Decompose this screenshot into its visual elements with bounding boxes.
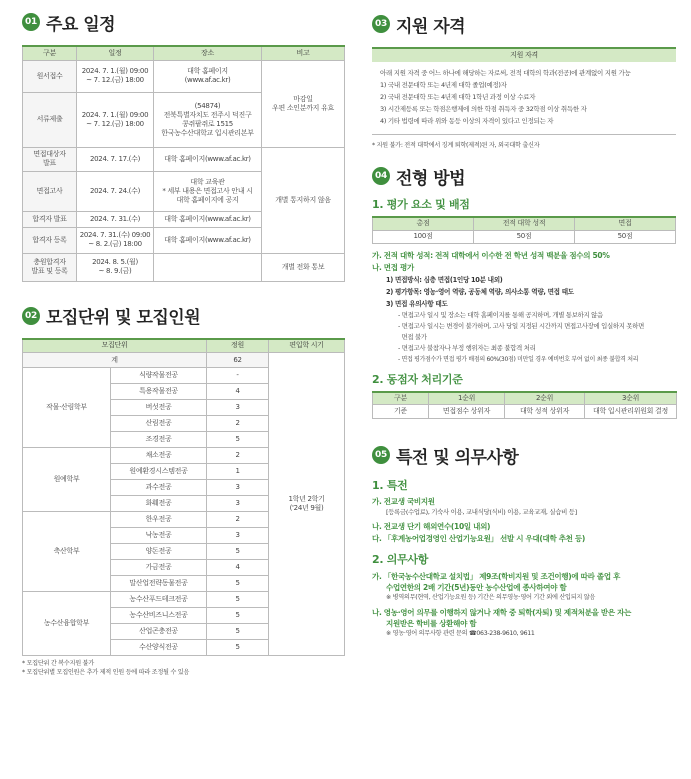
schedule-cell: 합격자 등록 [23,227,77,253]
interview-notice: 면접 불가 [398,332,427,341]
section-05-header [372,443,676,467]
schedule-cell: 2024. 7. 31.(수) 09:00 ~ 8. 2.(금) 18:00 [77,227,154,253]
schedule-cell: 2024. 7. 1.(월) 09:00 ~ 7. 12.(금) 18:00 [77,60,154,92]
qualification-item: 3) 시간제등록 또는 학점은행제에 의한 학점 취득자 중 32학점 이상 취득한 자 [380,105,587,113]
interview-notice: - 면접고사 불참자나 부정 행위자는 최종 불합격 처리 [398,343,536,352]
recruit-quota: 5 [207,544,269,560]
recruit-major: 말산업전략동물전공 [111,576,207,592]
schedule-cell: 충원합격자 발표 및 등록 [23,253,77,281]
schedule-row [23,253,345,281]
recruit-major: 버섯전공 [111,400,207,416]
section-01-number: 01 [22,13,40,31]
eval-subheading: 1. 평가 요소 및 배점 [372,198,470,211]
recruit-major: 식량작물전공 [111,368,207,384]
recruit-quota: 3 [207,528,269,544]
duty-item: 지원받은 학비를 상환해야 함 [386,619,477,628]
eval-item-interview: 나. 면접 평가 [372,262,414,272]
tiebreak-table [372,391,677,420]
tiebreak-cell: 면접점수 상위자 [429,405,505,419]
recruit-major: 화훼전공 [111,496,207,512]
schedule-cell: 원서접수 [23,60,77,92]
recruit-quota: 5 [207,576,269,592]
benefit-item: 다. 「후계농어업경영인 산업기능요원」 선발 시 우대(대학 추천 등) [372,534,586,543]
schedule-cell: 대학 홈페이지(www.af.ac.kr) [154,227,262,253]
section-05-title: 특전 및 의무사항 [396,447,519,468]
tiebreak-cell: 대학 성적 상위자 [505,405,585,419]
schedule-cell: 2024. 7. 17.(수) [77,147,154,171]
recruit-department: 축산학부 [23,512,111,592]
section-04-number: 04 [372,167,390,185]
duty-item: 나. 영농·영어 의무를 이행하지 않거나 재학 중 퇴학(자퇴) 및 제적처분을 받은 자는 [372,608,632,617]
schedule-cell: 대학 홈페이지(www.af.ac.kr) [154,211,262,227]
recruit-quota: 4 [207,560,269,576]
schedule-note-cell: 개별 통지하지 않음 [262,147,345,253]
schedule-cell: 2024. 7. 1.(월) 09:00 ~ 7. 12.(금) 18:00 [77,92,154,147]
recruit-total-value: 62 [207,353,269,368]
tiebreak-cell: 대학 입시관리위원회 결정 [585,405,677,419]
qualification-item: 4) 기타 법령에 따라 위와 동등 이상의 자격이 있다고 인정되는 자 [380,117,554,125]
recruit-quota: 5 [207,624,269,640]
qualification-box-body [372,62,676,134]
schedule-row [23,60,345,92]
tiebreak-header: 2순위 [505,392,585,405]
benefit-detail: [등록금(수업료), 기숙사 이용, 교내식당(식비) 이용, 교육교재, 실습비 등] [386,508,577,516]
recruit-quota: 1 [207,464,269,480]
tiebreak-header: 1순위 [429,392,505,405]
section-04-title: 전형 방법 [396,168,466,189]
recruit-total-row [23,353,345,368]
benefit-item: 가. 전교생 국비지원 [372,497,435,506]
recruit-major: 산림전공 [111,416,207,432]
recruit-major: 수산양식전공 [111,640,207,656]
schedule-header-place: 장소 [154,46,262,60]
recruit-header-quota: 정원 [207,339,269,353]
section-05-number: 05 [372,446,390,464]
schedule-cell: 2024. 7. 24.(수) [77,171,154,211]
tiebreak-header: 3순위 [585,392,677,405]
recruit-note: * 모집단위별 모집인원은 추가 제적 인원 등에 따라 조정될 수 있음 [22,669,190,676]
section-03-header [372,12,676,36]
recruit-quota: 5 [207,592,269,608]
eval-header-interview: 면접 [575,217,676,230]
recruit-quota: 3 [207,480,269,496]
recruit-quota: - [207,368,269,384]
eval-item-grades: 가. 전적 대학 성적: 전적 대학에서 이수한 전 학년 성적 백분율 점수의 50% [372,250,610,260]
schedule-cell: 합격자 발표 [23,211,77,227]
schedule-header-note: 비고 [262,46,345,60]
recruit-notes [22,659,344,677]
benefit-item: 나. 전교생 단기 해외연수(10일 내외) [372,522,491,531]
section-02-header [22,304,344,328]
recruit-major: 원예환경시스템전공 [111,464,207,480]
recruit-note: * 모집단위 간 복수지원 불가 [22,660,94,667]
eval-score-table [372,216,676,244]
recruit-quota: 5 [207,640,269,656]
schedule-cell: 면접고사 [23,171,77,211]
schedule-table [22,45,345,282]
eval-value-interview: 50점 [575,230,676,243]
recruit-department: 원예학부 [23,448,111,512]
recruit-quota: 3 [207,496,269,512]
qualification-note: * 지원 불가: 전적 대학에서 징계 퇴학(제적)된 자, 외국대학 출신자 [372,142,540,149]
schedule-row [23,147,345,171]
eval-value-grades: 50점 [474,230,575,243]
schedule-note-cell: 마감일 우편 소인분까지 유효 [262,60,345,147]
recruit-header-timing: 편입학 시기 [269,339,345,353]
schedule-cell: 대학 홈페이지(www.af.ac.kr) [154,147,262,171]
duty-item: 가. 「한국농수산대학교 설치법」 제9조(학비지원 및 조건이행)에 따라 졸업 후 [372,572,621,581]
recruit-major: 가금전공 [111,560,207,576]
qualification-item: 1) 국내 전문대학 또는 4년제 대학 졸업(예정)자 [380,81,507,89]
interview-notice: - 면접고사 일시 및 장소는 대학 홈페이지를 통해 공지하며, 개별 통보하지 않음 [398,310,603,319]
recruit-department: 작물·산림학부 [23,368,111,448]
recruit-major: 한우전공 [111,512,207,528]
eval-header-grades: 전적 대학 성적 [474,217,575,230]
duty-item: 수업연한의 2배 기간(5년)동안 농수산업에 종사하여야 함 [386,583,567,592]
qualification-intro: 아래 지원 자격 중 어느 하나에 해당하는 자로써, 전적 대학의 학과(전공)에 관계없이 지원 가능 [380,69,631,77]
section-01-title: 주요 일정 [46,14,116,35]
schedule-cell: 면접대상자 발표 [23,147,77,171]
schedule-cell: 서류제출 [23,92,77,147]
interview-criteria: 2) 평가항목: 영농·영어 역량, 공동체 역량, 의사소통 역량, 면접 태도 [386,287,574,296]
schedule-header-date: 일정 [77,46,154,60]
recruit-major: 낙농전공 [111,528,207,544]
recruit-major: 농수산푸드테크전공 [111,592,207,608]
schedule-header-category: 구분 [23,46,77,60]
eval-header-total: 총점 [373,217,474,230]
duties-subheading: 2. 의무사항 [372,553,429,566]
interview-notice: - 면접고사 일시는 변경이 불가하며, 고사 당일 지정된 시간까지 면접고사장에 입실하지 못하면 [398,321,644,330]
recruit-total-label: 계 [23,353,207,368]
schedule-cell: 2024. 8. 5.(월) ~ 8. 9.(금) [77,253,154,281]
section-03-number: 03 [372,15,390,33]
schedule-cell: (54874) 전북특별자치도 전주시 덕진구 콩쥐팥쥐로 1515 한국농수산대학교 입시관리본부 [154,92,262,147]
recruit-major: 농수산비즈니스전공 [111,608,207,624]
recruit-department: 농수산융합학부 [23,592,111,656]
recruit-major: 산업곤충전공 [111,624,207,640]
schedule-cell: 2024. 7. 31.(수) [77,211,154,227]
interview-notice: - 면접 평가점수가 면접 평가 배점의 60%(30점) 미만일 경우 예비번호 부여 없이 최종 불합격 처리 [398,355,639,363]
recruit-quota: 4 [207,384,269,400]
tiebreak-cell: 기준 [373,405,429,419]
interview-notice-title: 3) 면접 유의사항 태도 [386,299,448,308]
qualification-item: 2) 국내 전문대학 또는 4년제 대학 1학년 과정 이상 수료자 [380,93,536,101]
schedule-cell [154,253,262,281]
recruit-quota: 2 [207,416,269,432]
section-01-header [22,10,344,34]
tiebreak-header: 구분 [373,392,429,405]
schedule-cell: 대학 홈페이지 (www.af.ac.kr) [154,60,262,92]
recruit-major: 특용작물전공 [111,384,207,400]
recruit-major: 양돈전공 [111,544,207,560]
recruit-quota: 5 [207,432,269,448]
eval-value-total: 100점 [373,230,474,243]
recruit-header-unit: 모집단위 [23,339,207,353]
recruit-quota: 3 [207,400,269,416]
duty-note: ※ 병역의무(현역, 산업기능요원 등) 기간은 의무영농·영어 기간 외에 산입되지 않음 [386,594,596,601]
qualification-box [372,47,676,135]
recruit-quota: 2 [207,512,269,528]
section-02-number: 02 [22,307,40,325]
benefits-subheading: 1. 특전 [372,479,408,492]
recruit-major: 조경전공 [111,432,207,448]
schedule-cell: 대학 교육관 * 세부 내용은 면접고사 안내 시 대학 홈페이지에 공지 [154,171,262,211]
qualification-box-header: 지원 자격 [372,49,676,62]
recruit-timing-cell: 1학년 2학기 ('24년 9월) [269,353,345,656]
tiebreak-subheading: 2. 동점자 처리기준 [372,372,463,386]
duty-note: ※ 영농·영어 의무사항 관련 문의 ☎063-238-9610, 9611 [386,630,535,637]
recruit-quota: 5 [207,608,269,624]
recruit-major: 채소전공 [111,448,207,464]
recruit-major: 과수전공 [111,480,207,496]
recruitment-table [22,338,345,657]
recruit-quota: 2 [207,448,269,464]
interview-method: 1) 면접방식: 심층 면접(1인당 10분 내외) [386,275,503,284]
section-03-title: 지원 자격 [396,16,466,37]
section-02-title: 모집단위 및 모집인원 [46,308,201,328]
section-04-header [372,164,676,188]
schedule-note-cell: 개별 전화 통보 [262,253,345,281]
